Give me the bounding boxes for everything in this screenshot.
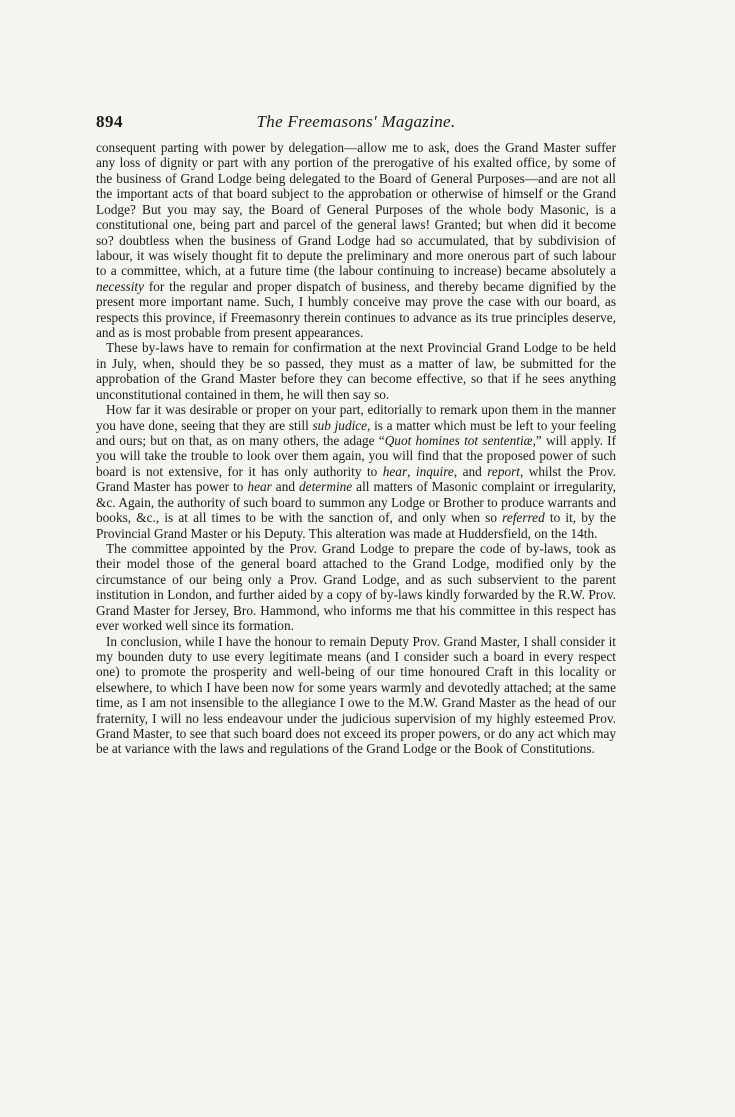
italic-text: inquire bbox=[415, 463, 454, 479]
running-title: The Freemasons' Magazine. bbox=[256, 112, 456, 131]
paragraph-text: How far it was desirable or proper on your part, editorially to remark upon them in the manner you have done, seeing that they are still bbox=[96, 402, 616, 433]
italic-text: sub judice bbox=[312, 417, 368, 433]
italic-text: referred bbox=[502, 510, 545, 526]
paragraph-text: The committee appointed by the Prov. Grand Lodge to prepare the code of by-laws, took as their model those of the general board attached to the Grand Lodge, modified only by the circumstance of our being only a Prov. Grand Lodge, and as such subservient to the parent institution in London, and further aided by a copy of by-laws kindly forwarded by the R.W. Prov. Grand Master for Jersey, Bro. Hammond, who informs me that his committee in this respect has ever worked well since its formation. bbox=[96, 540, 616, 634]
paragraph-text: In conclusion, while I have the honour to remain Deputy Prov. Grand Master, I shall consider it my bounden duty to use every legitimate means (and I consider such a board in every respect one) to promote the prosperity and well-being of our time honoured Craft in this locality or elsewhere, to which I have been now for some years warmly and devotedly attached; at the same time, as I am not insensible to the allegiance I owe to the M.W. Grand Master as the head of our fraternity, I will no less endeavour under the judicious supervision of my highly esteemed Prov. Grand Master, to see that such board does not exceed its proper powers, or do any act which may be at variance with the laws and regulations of the Grand Lodge or the Book of Constitutions. bbox=[96, 633, 616, 757]
italic-text: necessity bbox=[96, 278, 144, 294]
paragraph-text: consequent parting with power by delegation—allow me to ask, does the Grand Master suffer any loss of dignity or part with any portion of the prerogative of his exalted office, by some of the business of Grand Lodge being delegated to the Board of General Purposes—and are not all the important acts of that board subject to the approbation or otherwise of himself or the Grand Lodge? But you may say, the Board of General Purposes of the whole body Masonic, is a constitutional one, being part and parcel of the general laws! Granted; but when did it become so? doubtless when the business of Grand Lodge had so accumulated, that by subdivision of labour, it was wisely thought fit to depute the preliminary and more onerous part of such labour to a committee, which, at a future time (the labour continuing to increase) became absolutely a bbox=[96, 140, 616, 279]
paragraph-text: for the regular and proper dispatch of business, and thereby became dignified by the present more important name. Such, I humbly conceive may prove the case with our board, as respects this province, if Freemasonry therein continues to advance as its true principles deserve, and as is most probable from present appearances. bbox=[96, 278, 616, 341]
paragraph-text: and bbox=[271, 479, 300, 495]
paragraph-text: ,” will apply. If you will take the trouble to look over them again, you will find that the proposed power of such board is not extensive, for it has only authority to bbox=[96, 433, 617, 479]
page-number: 894 bbox=[96, 112, 123, 131]
paragraph-text: , whilst the Prov. Grand Master has power to bbox=[96, 463, 616, 495]
paragraph-text: , is a matter which must be left to your feeling and ours; but on that, as on many others, the adage “ bbox=[96, 417, 616, 449]
paragraph bbox=[96, 140, 616, 340]
paragraph bbox=[96, 402, 616, 541]
magazine-page bbox=[96, 112, 616, 757]
paragraph-text: , and bbox=[453, 463, 488, 479]
italic-text: determine bbox=[299, 479, 353, 495]
paragraph-text: all matters of Masonic complaint or irregularity, &c. Again, the authority of such board to summon any Lodge or Brother to produce warrants and books, &c., is at all times to be with the sanction of, and only when so bbox=[96, 479, 616, 526]
italic-text: hear bbox=[382, 463, 408, 479]
page-header bbox=[96, 112, 616, 136]
paragraph-text: to it, by the Provincial Grand Master or his Deputy. This alteration was made at Huddersfield, on the 14th. bbox=[96, 510, 616, 541]
paragraph bbox=[96, 340, 616, 402]
italic-text: hear bbox=[247, 479, 272, 495]
paragraph-text: , bbox=[407, 463, 416, 479]
paragraph bbox=[96, 634, 616, 757]
paragraph bbox=[96, 541, 616, 634]
article-body bbox=[96, 140, 616, 757]
italic-text: report bbox=[487, 463, 520, 479]
paragraph-text: These by-laws have to remain for confirmation at the next Provincial Grand Lodge to be held in July, when, should they be so passed, they must as a matter of law, be submitted for the approbation of the Grand Master before they can become effective, so that if he sees anything unconstitutional contained in them, he will then say so. bbox=[96, 340, 616, 402]
italic-text: Quot homines tot sententiæ bbox=[384, 433, 533, 449]
